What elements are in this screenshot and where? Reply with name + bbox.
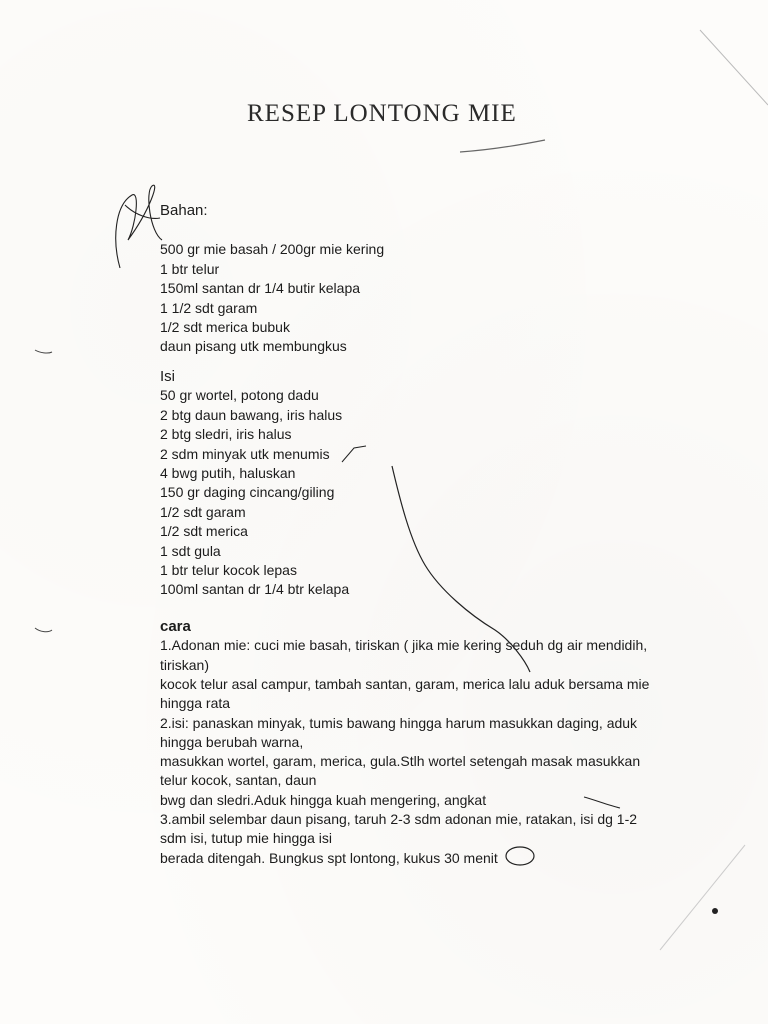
isi-section <box>160 367 349 600</box>
bahan-item: 1 1/2 sdt garam <box>160 299 258 316</box>
cara-line: bwg dan sledri.Aduk hingga kuah mengering, angkat <box>160 791 487 808</box>
bahan-heading: Bahan: <box>160 202 208 219</box>
cara-section <box>160 617 649 868</box>
cara-line: telur kocok, santan, daun <box>160 772 317 789</box>
isi-heading: Isi <box>160 368 175 385</box>
cara-line: masukkan wortel, garam, merica, gula.Stlh wortel setengah masak masukkan <box>160 753 641 770</box>
cara-line: hingga rata <box>160 695 231 712</box>
cara-line: berada ditengah. Bungkus spt lontong, kukus 30 menit <box>160 849 498 866</box>
bahan-item: 1 btr telur <box>160 260 220 277</box>
bahan-section <box>160 201 384 357</box>
bahan-item: 150ml santan dr 1/4 butir kelapa <box>160 280 361 297</box>
cara-heading: cara <box>160 618 191 635</box>
cara-line: kocok telur asal campur, tambah santan, garam, merica lalu aduk bersama mie <box>160 675 650 692</box>
cara-line: sdm isi, tutup mie hingga isi <box>160 830 332 847</box>
isi-item: 4 bwg putih, haluskan <box>160 464 296 481</box>
cara-line: 1.Adonan mie: cuci mie basah, tiriskan ( jika mie kering seduh dg air mendidih, <box>160 637 648 654</box>
isi-item: 1/2 sdt garam <box>160 503 246 520</box>
cara-line: 3.ambil selembar daun pisang, taruh 2-3 sdm adonan mie, ratakan, isi dg 1-2 <box>160 811 638 828</box>
isi-item: 2 sdm minyak utk menumis <box>160 445 330 462</box>
cara-line: hingga berubah warna, <box>160 733 304 750</box>
isi-item: 1/2 sdt merica <box>160 523 248 540</box>
isi-item: 100ml santan dr 1/4 btr kelapa <box>160 581 350 598</box>
isi-item: 1 sdt gula <box>160 542 221 559</box>
bahan-item: 500 gr mie basah / 200gr mie kering <box>160 241 385 258</box>
isi-item: 2 btg sledri, iris halus <box>160 426 292 443</box>
isi-item: 50 gr wortel, potong dadu <box>160 387 319 404</box>
cara-line: 2.isi: panaskan minyak, tumis bawang hingga harum masukkan daging, aduk <box>160 714 638 731</box>
recipe-title: RESEP LONTONG MIE <box>247 100 517 127</box>
isi-item: 150 gr daging cincang/giling <box>160 484 335 501</box>
bahan-item: 1/2 sdt merica bubuk <box>160 318 290 335</box>
cara-line: tiriskan) <box>160 656 210 673</box>
bahan-item: daun pisang utk membungkus <box>160 338 347 355</box>
isi-item: 2 btg daun bawang, iris halus <box>160 406 343 423</box>
isi-item: 1 btr telur kocok lepas <box>160 561 297 578</box>
